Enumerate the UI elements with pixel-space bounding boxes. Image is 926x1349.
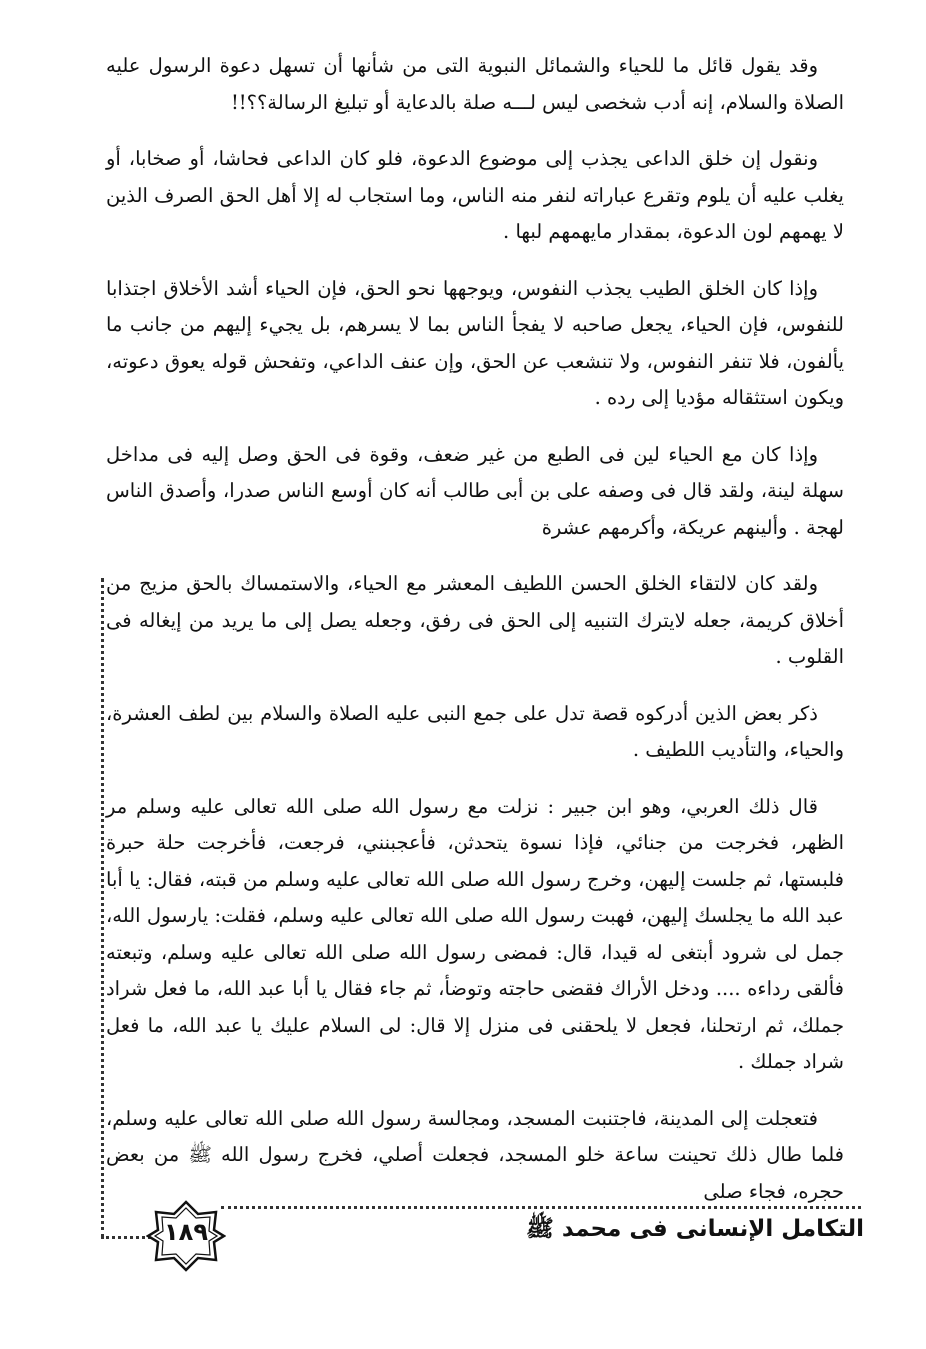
paragraph-8: فتعجلت إلى المدينة، فاجتنبت المسجد، ومجالسة رسول الله صلى الله تعالى عليه وسلم، فلما طال ذلك تحينت ساعة خلو المسجد، فجعلت أصلي، فخرج رسول الله ﷺ من بعض حجره، فجاء صلى <box>106 1106 844 1203</box>
paragraph-1: وقد يقول قائل ما للحياء والشمائل النبوية التى من شأنها أن تسهل دعوة الرسول عليه الصلاة والسلام، إنه أدب شخصى ليس لـــه صلة بالدعاية أو تبليغ الرسالة؟؟!! <box>106 54 844 114</box>
decorative-border-left <box>101 578 104 1238</box>
paragraph-6: ذكر بعض الذين أدركوه قصة تدل على جمع النبى عليه الصلاة والسلام بين لطف العشرة، والحياء، والتأديب اللطيف . <box>106 701 844 761</box>
paragraph-2: ونقول إن خلق الداعى يجذب إلى موضوع الدعوة، فلو كان الداعى فحاشا، أو صخابا، أو يغلب عليه أن يلوم وتقرع عباراته لنفر منه الناس، وما استجاب له إلا أهل الحق الصرف الذين لا يهمهم لون الدعوة، بمقدار مايهمهم لبها . <box>106 147 844 243</box>
paragraph-7: قال ذلك العربي، وهو ابن جبير : نزلت مع رسول الله صلى الله تعالى عليه وسلم مر الظهر، فخرجت من جنائي، فإذا نسوة يتحدثن، فأعجبنني، فرجعت، فأخرجت حلة حبرة فلبستها، ثم جلست إليهن، وخرج رسول الله صلى الله تعالى عليه وسلم من قبته، فقال: يا أبا عبد الله ما يجلسك إليهن، فهبت رسول الله صلى الله تعالى عليه وسلم، فقلت: يارسول الله، جمل لى شرود أبتغى له قيدا، قال: فمضى رسول الله صلى الله تعالى عليه وسلم، وتبعته فألقى رداءه .... ودخل الأراك فقضى حاجته وتوضأ، ثم جاء فقال يا أبا عبد الله، ما فعل شراد جملك، ثم ارتحلنا، فجعل لا يلحقنى فى منزل إلا قال: لى السلام عليك يا عبد الله، ما فعل شراد جملك . <box>106 794 844 1073</box>
running-title: التكامل الإنسانى فى محمد ﷺ <box>526 1216 864 1242</box>
decorative-border-bottom <box>221 1206 861 1209</box>
decorative-border-bottom-left <box>101 1236 151 1239</box>
paragraph-5: ولقد كان لالتقاء الخلق الحسن اللطيف المعشر مع الحياء، والاستمساك بالحق مزيج من أخلاق كريمة، جعله لايترك التنبيه إلى الحق فى رفق، وجعله يصل إلى ما يريد من إيغاله فى القلوب . <box>106 572 844 668</box>
page-number: ١٨٩ <box>164 1218 208 1246</box>
paragraph-4: وإذا كان مع الحياء لين فى الطبع من غير ضعف، وقوة فى الحق وصل إليه فى مداخل سهلة لينة، ولقد قال فى وصفه على بن أبى طالب أنه كان أوسع الناس صدرا، وأصدق الناس لهجة . وألينهم عريكة، وأكرمهم عشرة <box>106 442 844 539</box>
body-text <box>106 48 844 1230</box>
page-number-badge <box>146 1200 226 1272</box>
paragraph-3: وإذا كان الخلق الطيب يجذب النفوس، ويوجهها نحو الحق، فإن الحياء أشد الأخلاق اجتذابا للنفوس، فإن الحياء، يجعل صاحبه لا يفجأ الناس بما لا يسرهم، بل يجيء إليهم من جانب ما يألفون، فلا تنفر النفوس، ولا تنشعب عن الحق، وإن عنف الداعي، وتفحش قوله يعوق دعوته، ويكون استثقاله مؤديا إلى رده . <box>106 276 844 409</box>
